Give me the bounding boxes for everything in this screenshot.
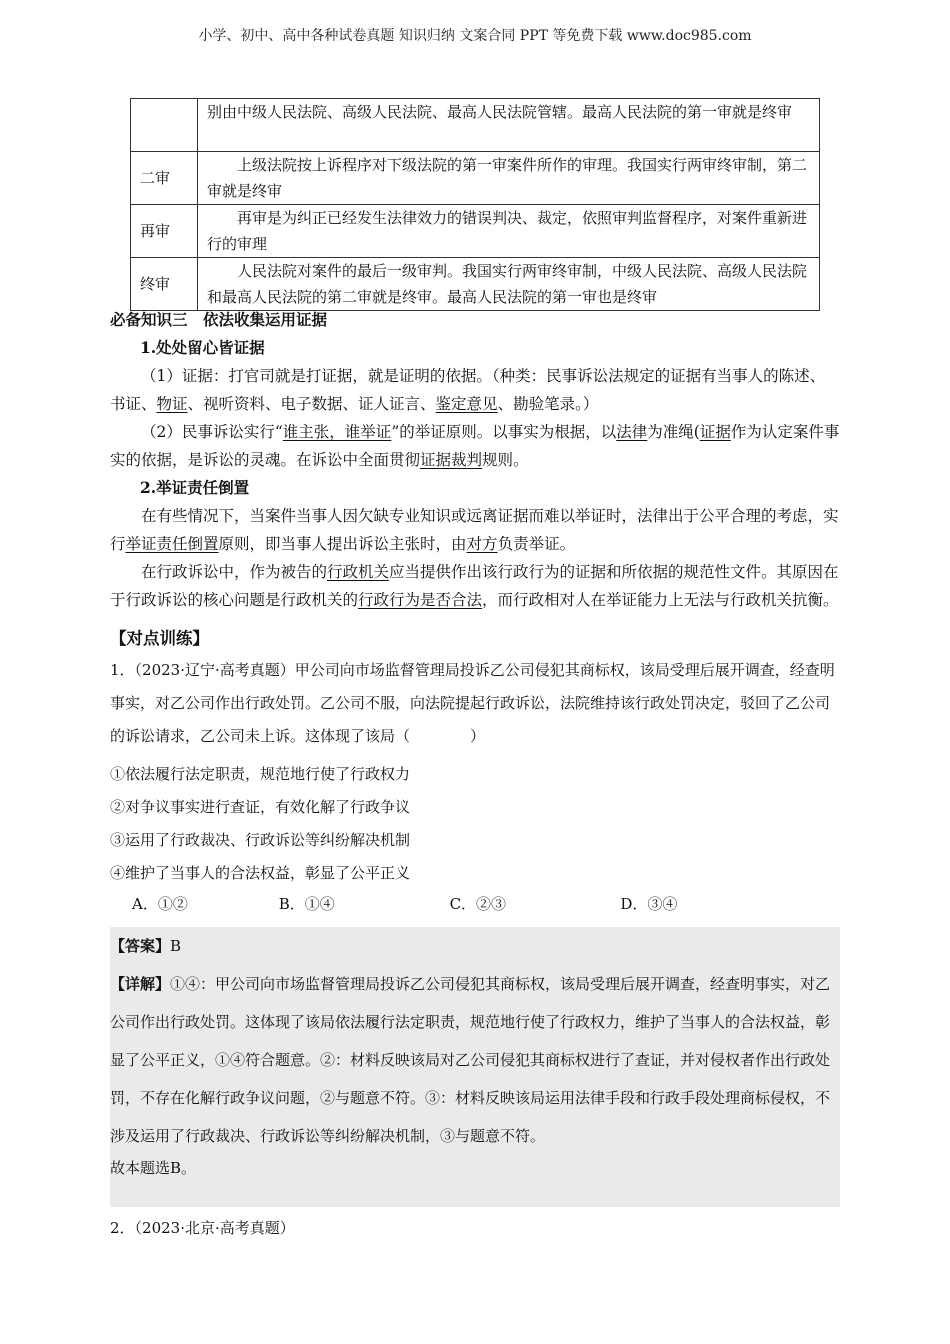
text-run: 原则，即当事人提出诉讼主张时，由 bbox=[218, 535, 467, 553]
detail-label: 【详解】 bbox=[110, 975, 171, 993]
conclusion-line: 故本题选B。 bbox=[110, 1159, 197, 1177]
term-cell bbox=[131, 99, 198, 152]
statement-item: ④维护了当事人的合法权益，彰显了公平正义 bbox=[110, 864, 411, 882]
court-terms-table bbox=[130, 98, 820, 311]
definition-cell: 别由中级人民法院、高级人民法院、最高人民法院管辖。最高人民法院的第一审就是终审 bbox=[198, 99, 820, 152]
burden-principle-paragraph bbox=[110, 418, 840, 474]
subsection-title-evidence: 1.处处留心皆证据 bbox=[140, 338, 265, 357]
term-cell: 再审 bbox=[131, 205, 198, 258]
text-run: 规则。 bbox=[482, 451, 529, 469]
underlined-term: 对方 bbox=[466, 535, 498, 553]
definition-cell: 人民法院对案件的最后一级审判。我国实行两审终审制，中级人民法院、高级人民法院和最高人民法院的第二审就是终审。最高人民法院的第一审也是终审 bbox=[198, 258, 820, 311]
text-run: 、视听资料、电子数据、证人证言、 bbox=[187, 395, 436, 413]
subsection-title-burden-reversal: 2.举证责任倒置 bbox=[140, 478, 250, 497]
text-run: 、勘验笔录。） bbox=[497, 395, 599, 413]
page-header: 小学、初中、高中各种试卷真题 知识归纳 文案合同 PPT 等免费下载 www.doc985.com bbox=[198, 28, 752, 44]
text-run: ，而行政相对人在举证能力上无法与行政机关抗衡。 bbox=[482, 591, 839, 609]
question-1-options bbox=[132, 893, 677, 914]
table-row bbox=[131, 258, 820, 311]
question-1-stem: 1．（2023·辽宁·高考真题）甲公司向市场监督管理局投诉乙公司侵犯其商标权，该局受理后展开调查，经查明事实，对乙公司作出行政处罚。乙公司不服，向法院提起行政诉讼，法院维持该行政处罚决定，驳回了乙公司的诉讼请求，乙公司未上诉。这体现了该局（ ） bbox=[110, 661, 835, 745]
table-row bbox=[131, 152, 820, 205]
answer-value: B bbox=[170, 937, 182, 955]
answer-line bbox=[110, 927, 840, 965]
table-row bbox=[131, 99, 820, 152]
term-cell: 终审 bbox=[131, 258, 198, 311]
question-2-stem: 2．（2023·北京·高考真题） bbox=[110, 1219, 295, 1237]
burden-reversal-paragraph bbox=[110, 502, 840, 558]
underlined-term: 法律 bbox=[616, 423, 648, 441]
text-run: 为准绳( bbox=[647, 423, 700, 441]
practice-title: 【对点训练】 bbox=[110, 629, 209, 648]
statement-item: ③运用了行政裁决、行政诉讼等纠纷解决机制 bbox=[110, 831, 411, 849]
text-run: 作为认定案件事实的依据，是诉讼的灵魂。在诉讼中全面贯彻 bbox=[110, 423, 840, 469]
underlined-term: 证据裁判 bbox=[420, 451, 483, 469]
option-c[interactable]: C．②③ bbox=[449, 895, 507, 913]
underlined-term: 举证责任倒置 bbox=[125, 535, 219, 553]
text-run: ”的举证原则。以事实为根据，以 bbox=[391, 423, 617, 441]
text-run: 应当提供作出该行政行为的证据和所依据的规范性文件。其原因在于行政诉讼的核心问题是行政机关的 bbox=[110, 563, 839, 609]
detail-paragraph bbox=[110, 965, 840, 1155]
statement-item: ②对争议事实进行查证，有效化解了行政争议 bbox=[110, 798, 411, 816]
option-a[interactable]: A．①② bbox=[132, 895, 188, 913]
underlined-term: 证据 bbox=[699, 423, 731, 441]
underlined-term: 行政行为是否合法 bbox=[358, 591, 483, 609]
term-cell: 二审 bbox=[131, 152, 198, 205]
administrative-litigation-paragraph bbox=[110, 558, 840, 614]
text-run: （1）证据：打官司就是打证据，就是证明的依据。（种类：民事诉讼法规定的证据有当事人的陈述、书证、 bbox=[110, 367, 826, 413]
table-row bbox=[131, 205, 820, 258]
option-d[interactable]: D．③④ bbox=[620, 895, 678, 913]
answer-explanation-box bbox=[110, 927, 840, 1207]
definition-cell: 上级法院按上诉程序对下级法院的第一审案件所作的审理。我国实行两审终审制，第二审就是终审 bbox=[198, 152, 820, 205]
underlined-term: 鉴定意见 bbox=[435, 395, 498, 413]
underlined-term: 行政机关 bbox=[327, 563, 390, 581]
answer-label: 【答案】 bbox=[110, 937, 171, 955]
statement-item: ①依法履行法定职责，规范地行使了行政权力 bbox=[110, 765, 411, 783]
text-run: 在有些情况下，当案件当事人因欠缺专业知识或远离证据而难以举证时，法律出于公平合理的考虑，实行 bbox=[110, 507, 839, 553]
underlined-term: 谁主张，谁举证 bbox=[282, 423, 392, 441]
detail-text: ①④：甲公司向市场监督管理局投诉乙公司侵犯其商标权，该局受理后展开调查，经查明事实，对乙公司作出行政处罚。这体现了该局依法履行法定职责，规范地行使了行政权力，维护了当事人的合法权益，彰显了公平正义，①④符合题意。②：材料反映该局对乙公司侵犯其商标权进行了查证，并对侵权者作出行政处罚，不存在化解行政争议问题，②与题意不符。③：材料反映该局运用法律手段和行政手段处理商标侵权，不涉及运用了行政裁决、行政诉讼等纠纷解决机制，③与题意不符。 bbox=[110, 975, 831, 1145]
question-1-statements bbox=[110, 758, 840, 890]
text-run: 负责举证。 bbox=[497, 535, 576, 553]
section-title: 必备知识三 依法收集运用证据 bbox=[110, 310, 328, 329]
option-b[interactable]: B．①④ bbox=[278, 895, 335, 913]
definition-cell: 再审是为纠正已经发生法律效力的错误判决、裁定，依照审判监督程序，对案件重新进行的审理 bbox=[198, 205, 820, 258]
text-run: （2）民事诉讼实行“ bbox=[141, 423, 283, 441]
underlined-term: 物证 bbox=[156, 395, 188, 413]
evidence-types-paragraph bbox=[110, 362, 840, 418]
text-run: 在行政诉讼中，作为被告的 bbox=[141, 563, 328, 581]
